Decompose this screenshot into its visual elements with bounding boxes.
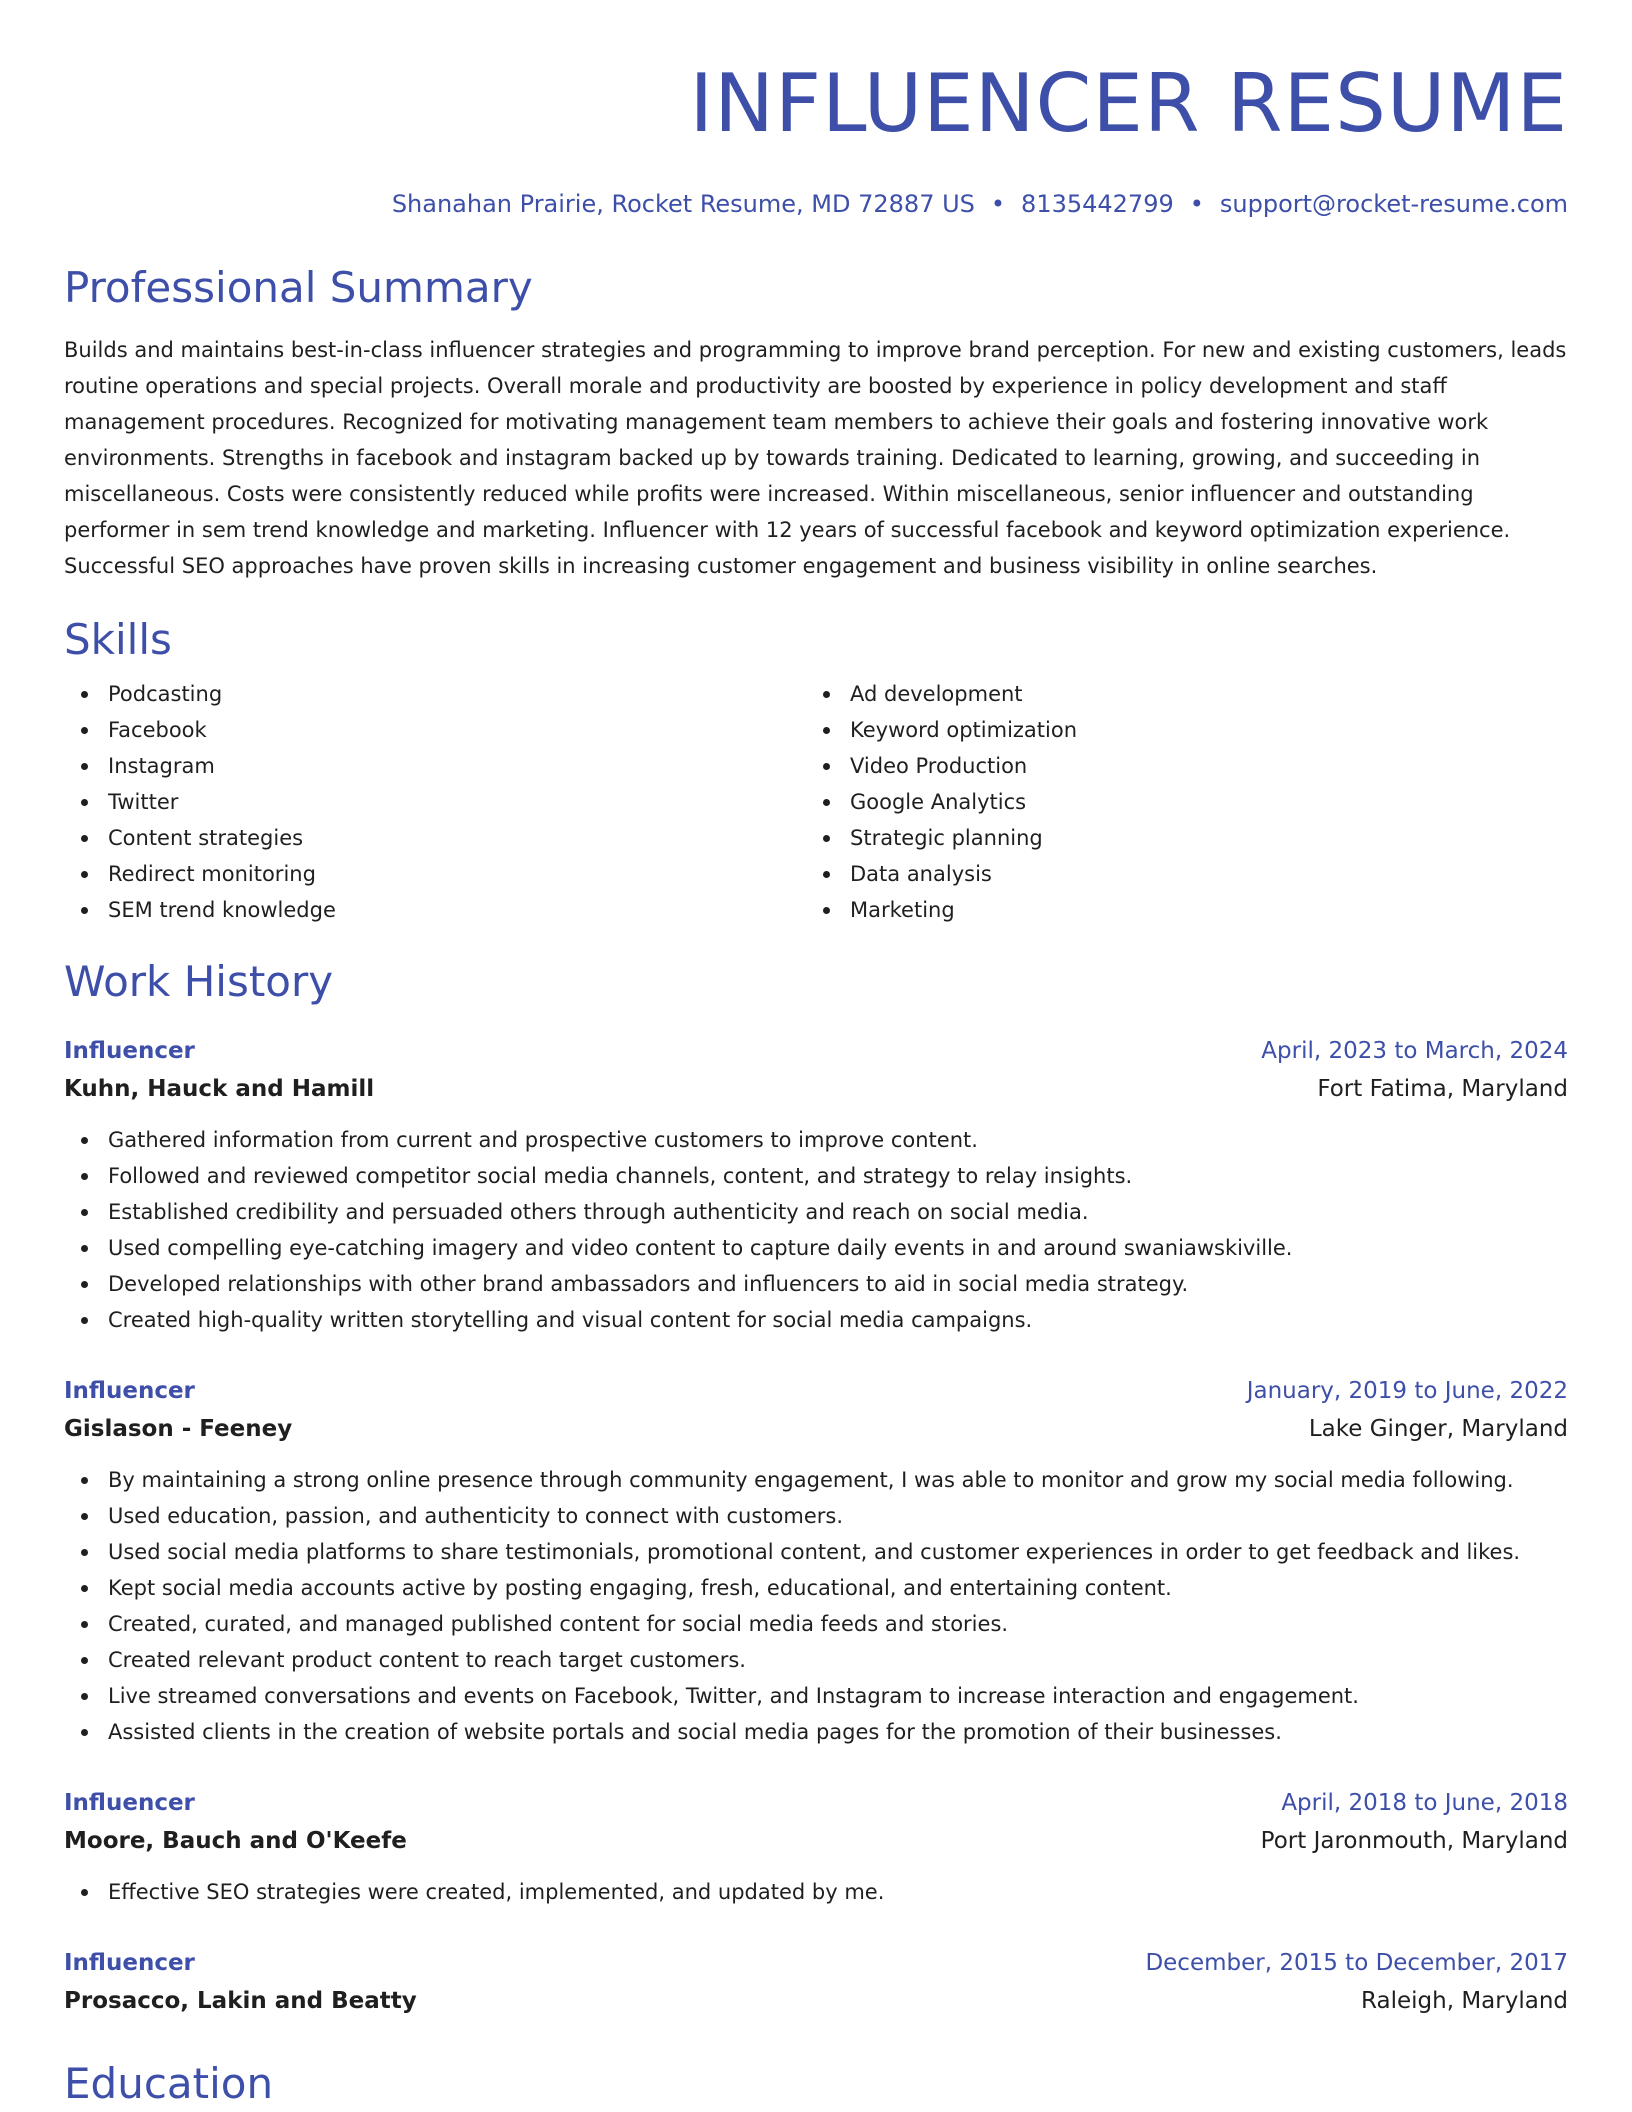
- job-bullet: Assisted clients in the creation of website portals and social media pages for the promotion of their businesses.: [64, 1714, 1568, 1750]
- resume-title: INFLUENCER RESUME: [689, 57, 1568, 150]
- job-company: Moore, Bauch and O'Keefe: [64, 1828, 407, 1854]
- job-location: Port Jaronmouth, Maryland: [1260, 1828, 1568, 1854]
- job-bullet: Gathered information from current and prospective customers to improve content.: [64, 1122, 1568, 1158]
- education-heading: Education: [64, 2059, 274, 2108]
- skill-item: Redirect monitoring: [64, 856, 806, 892]
- skill-item: Content strategies: [64, 820, 806, 856]
- job-dates: December, 2015 to December, 2017: [1145, 1950, 1568, 1976]
- skill-item: Strategic planning: [806, 820, 1548, 856]
- job-bullets: [64, 1874, 1568, 1910]
- job-title-row: [64, 1372, 1568, 1410]
- job-location: Fort Fatima, Maryland: [1317, 1076, 1568, 1102]
- job-dates: April, 2018 to June, 2018: [1281, 1790, 1568, 1816]
- contact-email[interactable]: support@rocket-resume.com: [1219, 190, 1568, 218]
- job-entry: [64, 1032, 1568, 1338]
- job-bullet: Created relevant product content to reach target customers.: [64, 1642, 1568, 1678]
- job-title: Influencer: [64, 1378, 195, 1404]
- job-title: Influencer: [64, 1038, 195, 1064]
- job-company-row: [64, 1070, 1568, 1108]
- skill-item: Instagram: [64, 748, 806, 784]
- contact-separator: •: [1189, 190, 1204, 218]
- job-bullet: Created, curated, and managed published content for social media feeds and stories.: [64, 1606, 1568, 1642]
- skill-item: Facebook: [64, 712, 806, 748]
- skill-item: Ad development: [806, 676, 1548, 712]
- job-bullet: Created high-quality written storytelling and visual content for social media campaigns.: [64, 1302, 1568, 1338]
- job-entry: [64, 1784, 1568, 1910]
- job-bullet: Used social media platforms to share testimonials, promotional content, and customer experiences in order to get feedback and likes.: [64, 1534, 1568, 1570]
- skills-heading: Skills: [64, 615, 172, 664]
- job-bullet: Effective SEO strategies were created, implemented, and updated by me.: [64, 1874, 1568, 1910]
- job-company-row: [64, 1982, 1568, 2020]
- skills-grid: [64, 676, 1568, 928]
- job-entry: [64, 1372, 1568, 1750]
- job-company-row: [64, 1410, 1568, 1448]
- job-bullet: Kept social media accounts active by posting engaging, fresh, educational, and entertaining content.: [64, 1570, 1568, 1606]
- job-bullet: Live streamed conversations and events on Facebook, Twitter, and Instagram to increase interaction and engagement.: [64, 1678, 1568, 1714]
- skills-column-right: [806, 676, 1548, 928]
- job-title: Influencer: [64, 1790, 195, 1816]
- skill-item: Podcasting: [64, 676, 806, 712]
- job-title-row: [64, 1784, 1568, 1822]
- job-bullet: Developed relationships with other brand ambassadors and influencers to aid in social media strategy.: [64, 1266, 1568, 1302]
- job-company: Prosacco, Lakin and Beatty: [64, 1988, 417, 2014]
- contact-line: [64, 190, 1568, 218]
- professional-summary-heading: Professional Summary: [64, 263, 533, 312]
- job-bullets: [64, 1462, 1568, 1750]
- job-location: Raleigh, Maryland: [1361, 1988, 1568, 2014]
- job-title: Influencer: [64, 1950, 195, 1976]
- professional-summary-text: Builds and maintains best-in-class influencer strategies and programming to improve brand perception. For new and existing customers, leads routine operations and special projects. Overall morale and productivity are boosted by experience in policy development and staff management procedures. Recognized for motivating management team members to achieve their goals and fostering innovative work environments. Strengths in facebook and instagram backed up by towards training. Dedicated to learning, growing, and succeeding in miscellaneous. Costs were consistently reduced while profits were increased. Within miscellaneous, senior influencer and outstanding performer in sem trend knowledge and marketing. Influencer with 12 years of successful facebook and keyword optimization experience. Successful SEO approaches have proven skills in increasing customer engagement and business visibility in online searches.: [64, 338, 1567, 578]
- skill-item: Marketing: [806, 892, 1548, 928]
- job-dates: January, 2019 to June, 2022: [1246, 1378, 1568, 1404]
- job-bullet: By maintaining a strong online presence through community engagement, I was able to monitor and grow my social media following.: [64, 1462, 1568, 1498]
- job-company: Gislason - Feeney: [64, 1416, 293, 1442]
- job-title-row: [64, 1032, 1568, 1070]
- skill-item: Twitter: [64, 784, 806, 820]
- work-history-heading: Work History: [64, 957, 334, 1006]
- skill-item: SEM trend knowledge: [64, 892, 806, 928]
- contact-address: Shanahan Prairie, Rocket Resume, MD 72887 US: [391, 190, 975, 218]
- job-entry: [64, 1944, 1568, 2020]
- job-dates: April, 2023 to March, 2024: [1261, 1038, 1568, 1064]
- job-bullet: Used compelling eye-catching imagery and video content to capture daily events in and around swaniawskiville.: [64, 1230, 1568, 1266]
- job-company: Kuhn, Hauck and Hamill: [64, 1076, 375, 1102]
- job-bullet: Followed and reviewed competitor social media channels, content, and strategy to relay insights.: [64, 1158, 1568, 1194]
- skill-item: Data analysis: [806, 856, 1548, 892]
- job-title-row: [64, 1944, 1568, 1982]
- job-bullet: Used education, passion, and authenticity to connect with customers.: [64, 1498, 1568, 1534]
- job-location: Lake Ginger, Maryland: [1308, 1416, 1568, 1442]
- contact-separator: •: [990, 190, 1006, 218]
- skills-column-left: [64, 676, 806, 928]
- contact-phone: 8135442799: [1021, 190, 1174, 218]
- skill-item: Video Production: [806, 748, 1548, 784]
- skill-item: Keyword optimization: [806, 712, 1548, 748]
- job-company-row: [64, 1822, 1568, 1860]
- skill-item: Google Analytics: [806, 784, 1548, 820]
- job-bullet: Established credibility and persuaded others through authenticity and reach on social media.: [64, 1194, 1568, 1230]
- job-bullets: [64, 1122, 1568, 1338]
